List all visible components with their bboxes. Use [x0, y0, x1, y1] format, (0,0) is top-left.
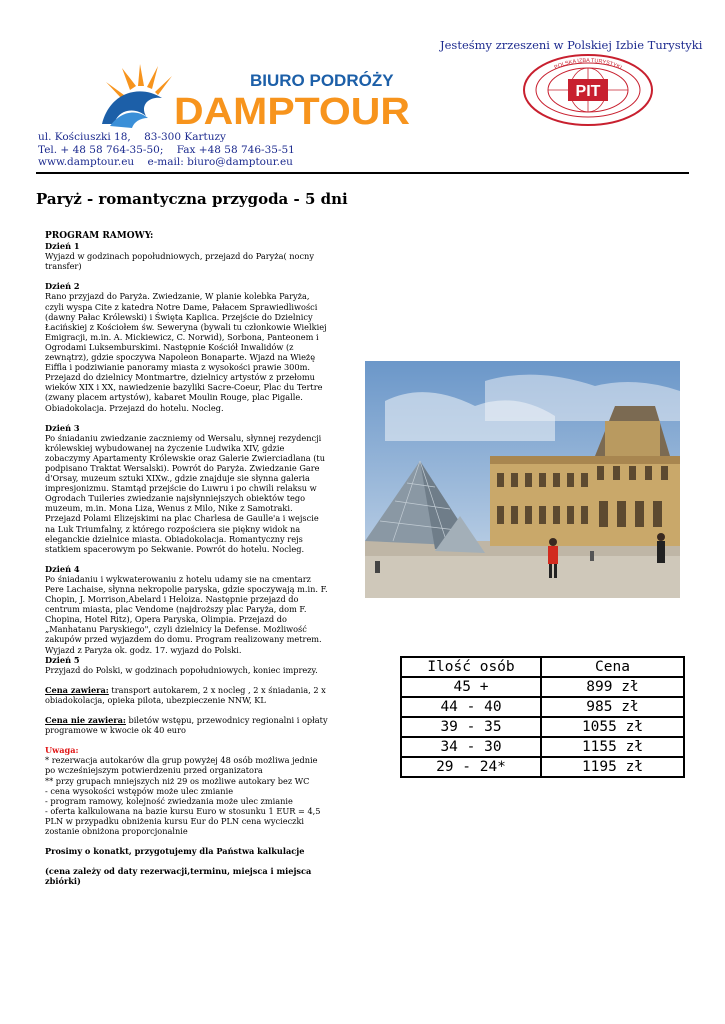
- price-note: (cena zależy od daty rezerwacji,terminu, miejsca i miejsca zbiórki): [45, 866, 312, 887]
- day-text: Przyjazd do Polski, w godzinach popołudniowych, koniec imprezy.: [45, 664, 318, 675]
- page-title: Paryż - romantyczna przygoda - 5 dni: [36, 190, 348, 208]
- day-label: Dzień 5: [45, 654, 80, 665]
- table-cell: 1055 zł: [541, 717, 684, 737]
- price-excludes-text: biletów wstępu, przewodnicy regionalni i opłaty programowe w kwocie ok 40 euro: [45, 715, 328, 736]
- table-cell: 1195 zł: [541, 757, 684, 777]
- pit-membership-tagline: Jesteśmy zrzeszeni w Polskiej Izbie Turystyki: [440, 38, 703, 52]
- table-cell: 29 - 24*: [401, 757, 541, 777]
- table-row: [401, 677, 684, 697]
- note-line: ** przy grupach mniejszych niż 29 os możliwe autokary bez WC: [45, 775, 310, 786]
- table-cell: 899 zł: [541, 677, 684, 697]
- note-line: - cena wysokości wstępów może ulec zmianie: [45, 785, 234, 796]
- program-heading: PROGRAM RAMOWY:: [45, 231, 154, 241]
- company-address: [38, 131, 295, 169]
- price-table: [400, 656, 685, 778]
- table-header-group-size: Ilość osób: [401, 657, 541, 677]
- day-text: Wyjazd w godzinach popołudniowych, przejazd do Paryża( nocny transfer): [45, 251, 314, 272]
- day-label: Dzień 4: [45, 563, 80, 574]
- price-includes-label: Cena zawiera:: [45, 684, 109, 695]
- table-cell: 45 +: [401, 677, 541, 697]
- web-email-line: www.damptour.eu e-mail: biuro@damptour.eu: [38, 156, 293, 168]
- table-row: [401, 737, 684, 757]
- logo-small-text: BIURO PODRÓŻY: [250, 71, 394, 90]
- damptour-logo: [100, 62, 415, 130]
- note-line: - program ramowy, kolejność zwiedzania może ulec zmianie: [45, 795, 293, 806]
- day-label: Dzień 1: [45, 241, 80, 252]
- note-line: - oferta kalkulowana na bazie kursu Euro w stosunku 1 EUR = 4,5 PLN w przypadku obniżenia kursu Eur do PLN cena wycieczki zostanie obniżona proporcjonalnie: [45, 805, 321, 836]
- price-includes: [45, 685, 330, 705]
- table-cell: 44 - 40: [401, 697, 541, 717]
- table-cell: 985 zł: [541, 697, 684, 717]
- logo-big-text: DAMPTOUR: [174, 91, 410, 130]
- table-header-price: Cena: [541, 657, 684, 677]
- pit-badge: [520, 52, 656, 128]
- table-cell: 34 - 30: [401, 737, 541, 757]
- program-content: [45, 231, 330, 886]
- notes-label: Uwaga:: [45, 745, 79, 756]
- note-line: * rezerwacja autokarów dla grup powyżej 48 osób możliwa jednie po wcześniejszym potwierdzeniu przed organizatora: [45, 755, 318, 776]
- pit-center-text: PIT: [575, 83, 601, 100]
- day-text: Po śniadaniu zwiedzanie zaczniemy od Wersalu, słynnej rezydencji królewskiej wybudowanej na życzenie Ludwika XIV, gdzie zobaczymy Apartamenty Królewskie oraz Galerie Zwierciadlana (tu podpisano Traktat Wersalski). Powrót do Paryża. Zwiedzanie Gare d'Orsay, muzeum sztuki XIXw., gdzie znajduje sie słynna galeria impresjonizmu. Stamtąd przejście do Luwru i po chwili relaksu w Ogrodach Tuileries zwiedzanie najsłynniejszych obiektów tego muzeum, m.in. Mona Liza, Wenus z Milo, Nike z Samotraki. Przejazd Polami Elizejskimi na plac Charlesa de Gaulle'a i wejscie na Luk Triumfalny, z którego rozpościera sie piękny widok na eleganckie dzielnice miasta. Obiadokolacja. Romantyczny rejs statkiem spacerowym po Sekwanie. Powrót do hotelu. Nocleg.: [45, 432, 325, 554]
- table-cell: 1155 zł: [541, 737, 684, 757]
- header-divider: [36, 172, 689, 174]
- price-includes-text: transport autokarem, 2 x nocleg , 2 x śniadania, 2 x obiadokolacja, opieka pilota, ubezpieczenie NNW, KL: [45, 684, 326, 705]
- day-label: Dzień 3: [45, 422, 80, 433]
- price-excludes-label: Cena nie zawiera:: [45, 715, 126, 726]
- phone-fax-line: Tel. + 48 58 764-35-50; Fax +48 58 746-35-51: [38, 143, 295, 156]
- contact-line: Prosimy o konatkt, przygotujemy dla Państwa kalkulacje: [45, 846, 305, 857]
- table-row: [401, 717, 684, 737]
- day-text: Po śniadaniu i wykwaterowaniu z hotelu udamy sie na cmentarz Pere Lachaise, słynna nekropolie paryska, gdzie spoczywają m.in. F. Chopin, J. Morrison,Abelard i Heloiza. Następnie przejazd do centrum miasta, plac Vendome (najdroższy plac Paryża, dom F. Chopina, Hotel Ritz), Opera Paryska, Olimpia. Przejazd do „Manhatanu Paryskiego", czyli dzielnicy la Defense. Możliwość zakupów przed wyjazdem do domu. Program realizowany metrem. Wyjazd z Paryża ok. godz. 17. wyjazd do Polski.: [45, 573, 328, 655]
- louvre-photo: [365, 361, 680, 598]
- table-row: [401, 757, 684, 777]
- table-row: [401, 697, 684, 717]
- table-row: [401, 657, 684, 677]
- day-text: Rano przyjazd do Paryża. Zwiedzanie, W planie kolebka Paryża, czyli wyspa Cite z katedra Notre Dame, Pałacem Sprawiedliwości (dawny Pałac Królewski) i Święta Kaplica. Przejście do Dzielnicy Łacińskiej z Kościołem św. Seweryna (bywali tu członkowie Wielkiej Emigracji, m.in. A. Mickiewicz, C. Norwid), Sorbona, Panteonem i Ogrodami Luksemburskimi. Następnie Kościół Inwalidów (z zewnątrz), gdzie spoczywa Napoleon Bonaparte. Wjazd na Wieżę Eiffla i podziwianie panoramy miasta z wysokości prawie 300m. Przejazd do dzielnicy Montmartre, dzielnicy artystów z przełomu wieków XIX i XX, nawiedzenie bazyliki Sacre-Coeur, Plac du Tertre (zwany placem artystów), kabaret Moulin Rouge, plac Pigalle. Obiadokolacja. Przejazd do hotelu. Nocleg.: [45, 291, 327, 413]
- address-line: ul. Kościuszki 18, 83-300 Kartuzy: [38, 131, 226, 143]
- pit-ring-text: POLSKA IZBA TURYSTYKI: [553, 58, 623, 72]
- table-cell: 39 - 35: [401, 717, 541, 737]
- day-label: Dzień 2: [45, 281, 80, 292]
- price-excludes: [45, 715, 330, 735]
